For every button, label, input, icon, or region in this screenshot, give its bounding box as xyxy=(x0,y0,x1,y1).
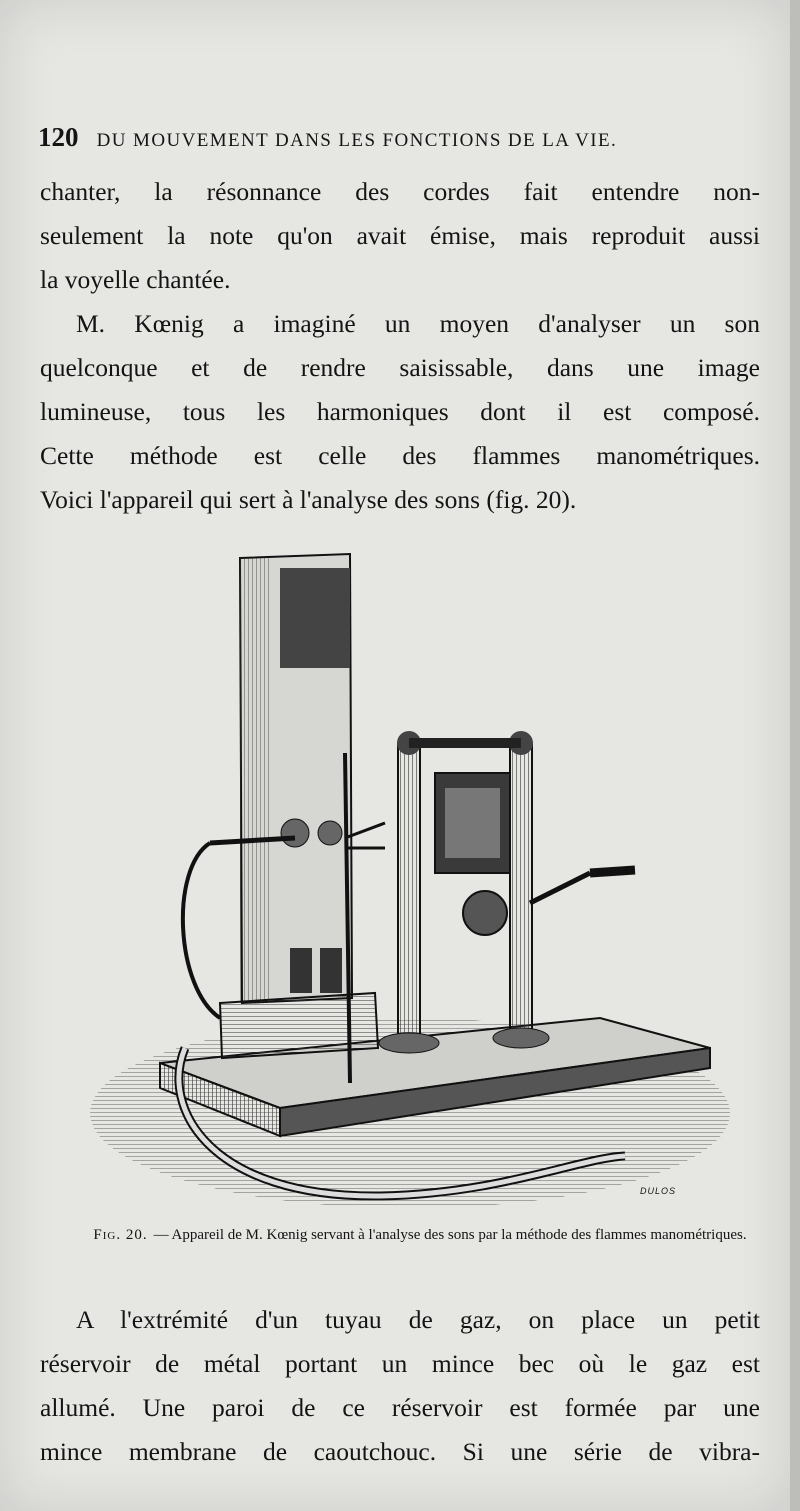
text-line: A l'extrémité d'un tuyau de gaz, on place un petit xyxy=(76,1305,760,1334)
running-header xyxy=(38,122,728,162)
text-line: Cette méthode est celle des flammes manométriques. xyxy=(40,441,760,470)
text-line: chanter, la résonnance des cordes fait entendre non- xyxy=(40,177,760,206)
text-line: M. Kœnig a imaginé un moyen d'analyser un son xyxy=(76,309,760,338)
text-line: quelconque et de rendre saisissable, dans une image xyxy=(40,353,760,382)
caption-text: — Appareil de M. Kœnig servant à l'analyse des sons par la méthode des flammes manométriques. xyxy=(153,1227,747,1243)
paragraph-1 xyxy=(40,170,760,302)
text-line: allumé. Une paroi de ce réservoir est formée par une xyxy=(40,1393,760,1422)
text-line: réservoir de métal portant un mince bec où le gaz est xyxy=(40,1349,760,1378)
page-edge xyxy=(790,0,800,1511)
paragraph-3 xyxy=(40,1298,760,1474)
figure-engraving xyxy=(80,548,730,1208)
text-line: mince membrane de caoutchouc. Si une série de vibra- xyxy=(40,1437,760,1466)
page-number: 120 xyxy=(38,122,79,152)
text-line: Voici l'appareil qui sert à l'analyse des sons (fig. 20). xyxy=(40,485,577,514)
text-line: seulement la note qu'on avait émise, mais reproduit aussi xyxy=(40,221,760,250)
text-line: la voyelle chantée. xyxy=(40,265,231,294)
paragraph-2 xyxy=(40,302,760,522)
text-line: lumineuse, tous les harmoniques dont il est composé. xyxy=(40,397,760,426)
figure-label: Fig. 20. xyxy=(93,1227,148,1243)
figure-caption xyxy=(90,1226,750,1245)
running-title: DU MOUVEMENT DANS LES FONCTIONS DE LA VIE. xyxy=(96,130,618,151)
engraver-signature: DULOS xyxy=(640,1186,677,1196)
